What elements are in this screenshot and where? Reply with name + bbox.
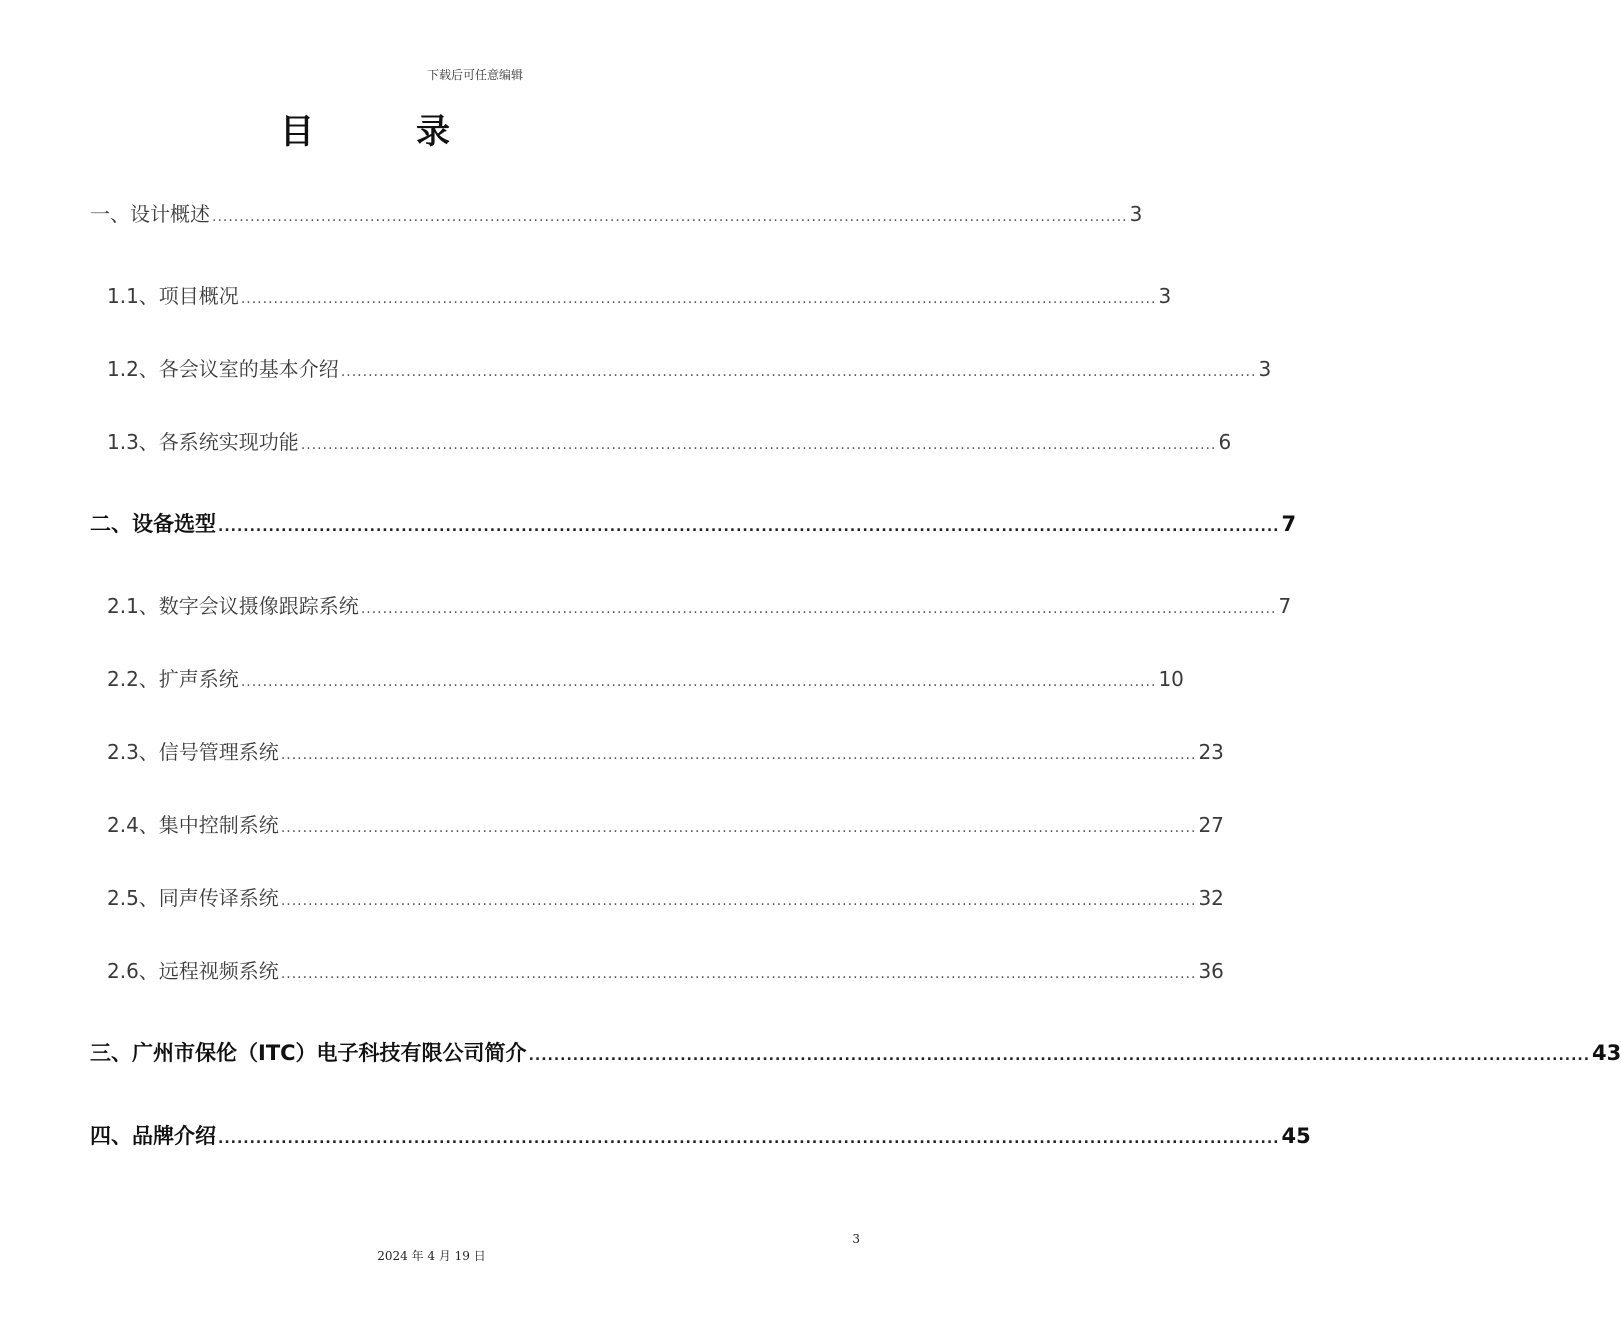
toc-entry-label: 1.1、项目概况 (107, 284, 239, 308)
toc-entry-label: 四、品牌介绍 (90, 1124, 216, 1148)
toc-title-char: 目 (280, 112, 314, 152)
toc-dot-leader: ........................................................................................................................................................................ (240, 291, 1157, 307)
toc-entry-page: 27 (1198, 813, 1224, 837)
toc-entry-signal-management[interactable] (107, 737, 1224, 767)
toc-entry-simultaneous-interpretation[interactable] (107, 883, 1224, 913)
toc-entry-page: 7 (1278, 594, 1292, 618)
toc-entry-central-control[interactable] (107, 810, 1224, 840)
toc-entry-label: 2.4、集中控制系统 (107, 813, 279, 837)
toc-entry-company-intro[interactable] (90, 1038, 1621, 1068)
toc-entry-page: 10 (1158, 667, 1184, 691)
toc-entry-label: 1.3、各系统实现功能 (107, 430, 299, 454)
toc-entry-camera-tracking[interactable] (107, 591, 1292, 621)
toc-entry-label: 三、广州市保伦（ITC）电子科技有限公司简介 (90, 1041, 527, 1065)
footer-date: 2024 年 4 月 19 日 (377, 1249, 486, 1263)
toc-title (280, 104, 450, 153)
toc-entry-page: 7 (1281, 512, 1297, 536)
toc-entry-design-overview[interactable] (90, 199, 1143, 229)
toc-entry-label: 2.5、同声传译系统 (107, 886, 279, 910)
toc-entry-remote-video[interactable] (107, 956, 1224, 986)
toc-entry-label: 1.2、各会议室的基本介绍 (107, 357, 339, 381)
toc-entry-equipment-selection[interactable] (90, 509, 1297, 539)
toc-dot-leader: ........................................................................................................................................................................ (218, 1131, 1280, 1147)
toc-entry-page: 6 (1218, 430, 1232, 454)
toc-title-char: 录 (416, 112, 450, 152)
toc-dot-leader: ........................................................................................................................................................................ (340, 364, 1257, 380)
toc-entry-page: 23 (1198, 740, 1224, 764)
toc-dot-leader: ........................................................................................................................................................................ (280, 893, 1197, 909)
toc-entry-page: 45 (1281, 1124, 1311, 1148)
toc-entry-label: 二、设备选型 (90, 512, 216, 536)
toc-dot-leader: ........................................................................................................................................................................ (280, 820, 1197, 836)
page-number: 3 (852, 1232, 860, 1246)
toc-dot-leader: ........................................................................................................................................................................ (280, 966, 1197, 982)
toc-dot-leader: ........................................................................................................................................................................ (240, 674, 1157, 690)
toc-dot-leader: ........................................................................................................................................................................ (212, 209, 1128, 225)
toc-entry-label: 2.2、扩声系统 (107, 667, 239, 691)
toc-dot-leader: ........................................................................................................................................................................ (218, 519, 1280, 535)
toc-dot-leader: ........................................................................................................................................................................ (280, 747, 1197, 763)
toc-entry-label: 2.6、远程视频系统 (107, 959, 279, 983)
toc-entry-page: 3 (1258, 357, 1272, 381)
toc-entry-label: 2.1、数字会议摄像跟踪系统 (107, 594, 359, 618)
toc-dot-leader: ........................................................................................................................................................................ (300, 437, 1217, 453)
toc-dot-leader: ........................................................................................................................................................................ (360, 601, 1277, 617)
toc-entry-label: 一、设计概述 (90, 202, 210, 226)
toc-dot-leader: ........................................................................................................................................................................ (528, 1048, 1591, 1064)
toc-entry-label: 2.3、信号管理系统 (107, 740, 279, 764)
toc-entry-page: 43 (1592, 1041, 1621, 1065)
toc-entry-page: 3 (1158, 284, 1172, 308)
toc-entry-sound-reinforcement[interactable] (107, 664, 1184, 694)
toc-entry-project-overview[interactable] (107, 281, 1172, 311)
toc-entry-system-functions[interactable] (107, 427, 1232, 457)
header-note: 下载后可任意编辑 (426, 68, 523, 82)
toc-entry-page: 36 (1198, 959, 1224, 983)
toc-entry-brand-intro[interactable] (90, 1121, 1311, 1151)
toc-entry-page: 32 (1198, 886, 1224, 910)
toc-entry-page: 3 (1129, 202, 1143, 226)
toc-entry-meeting-rooms[interactable] (107, 354, 1272, 384)
